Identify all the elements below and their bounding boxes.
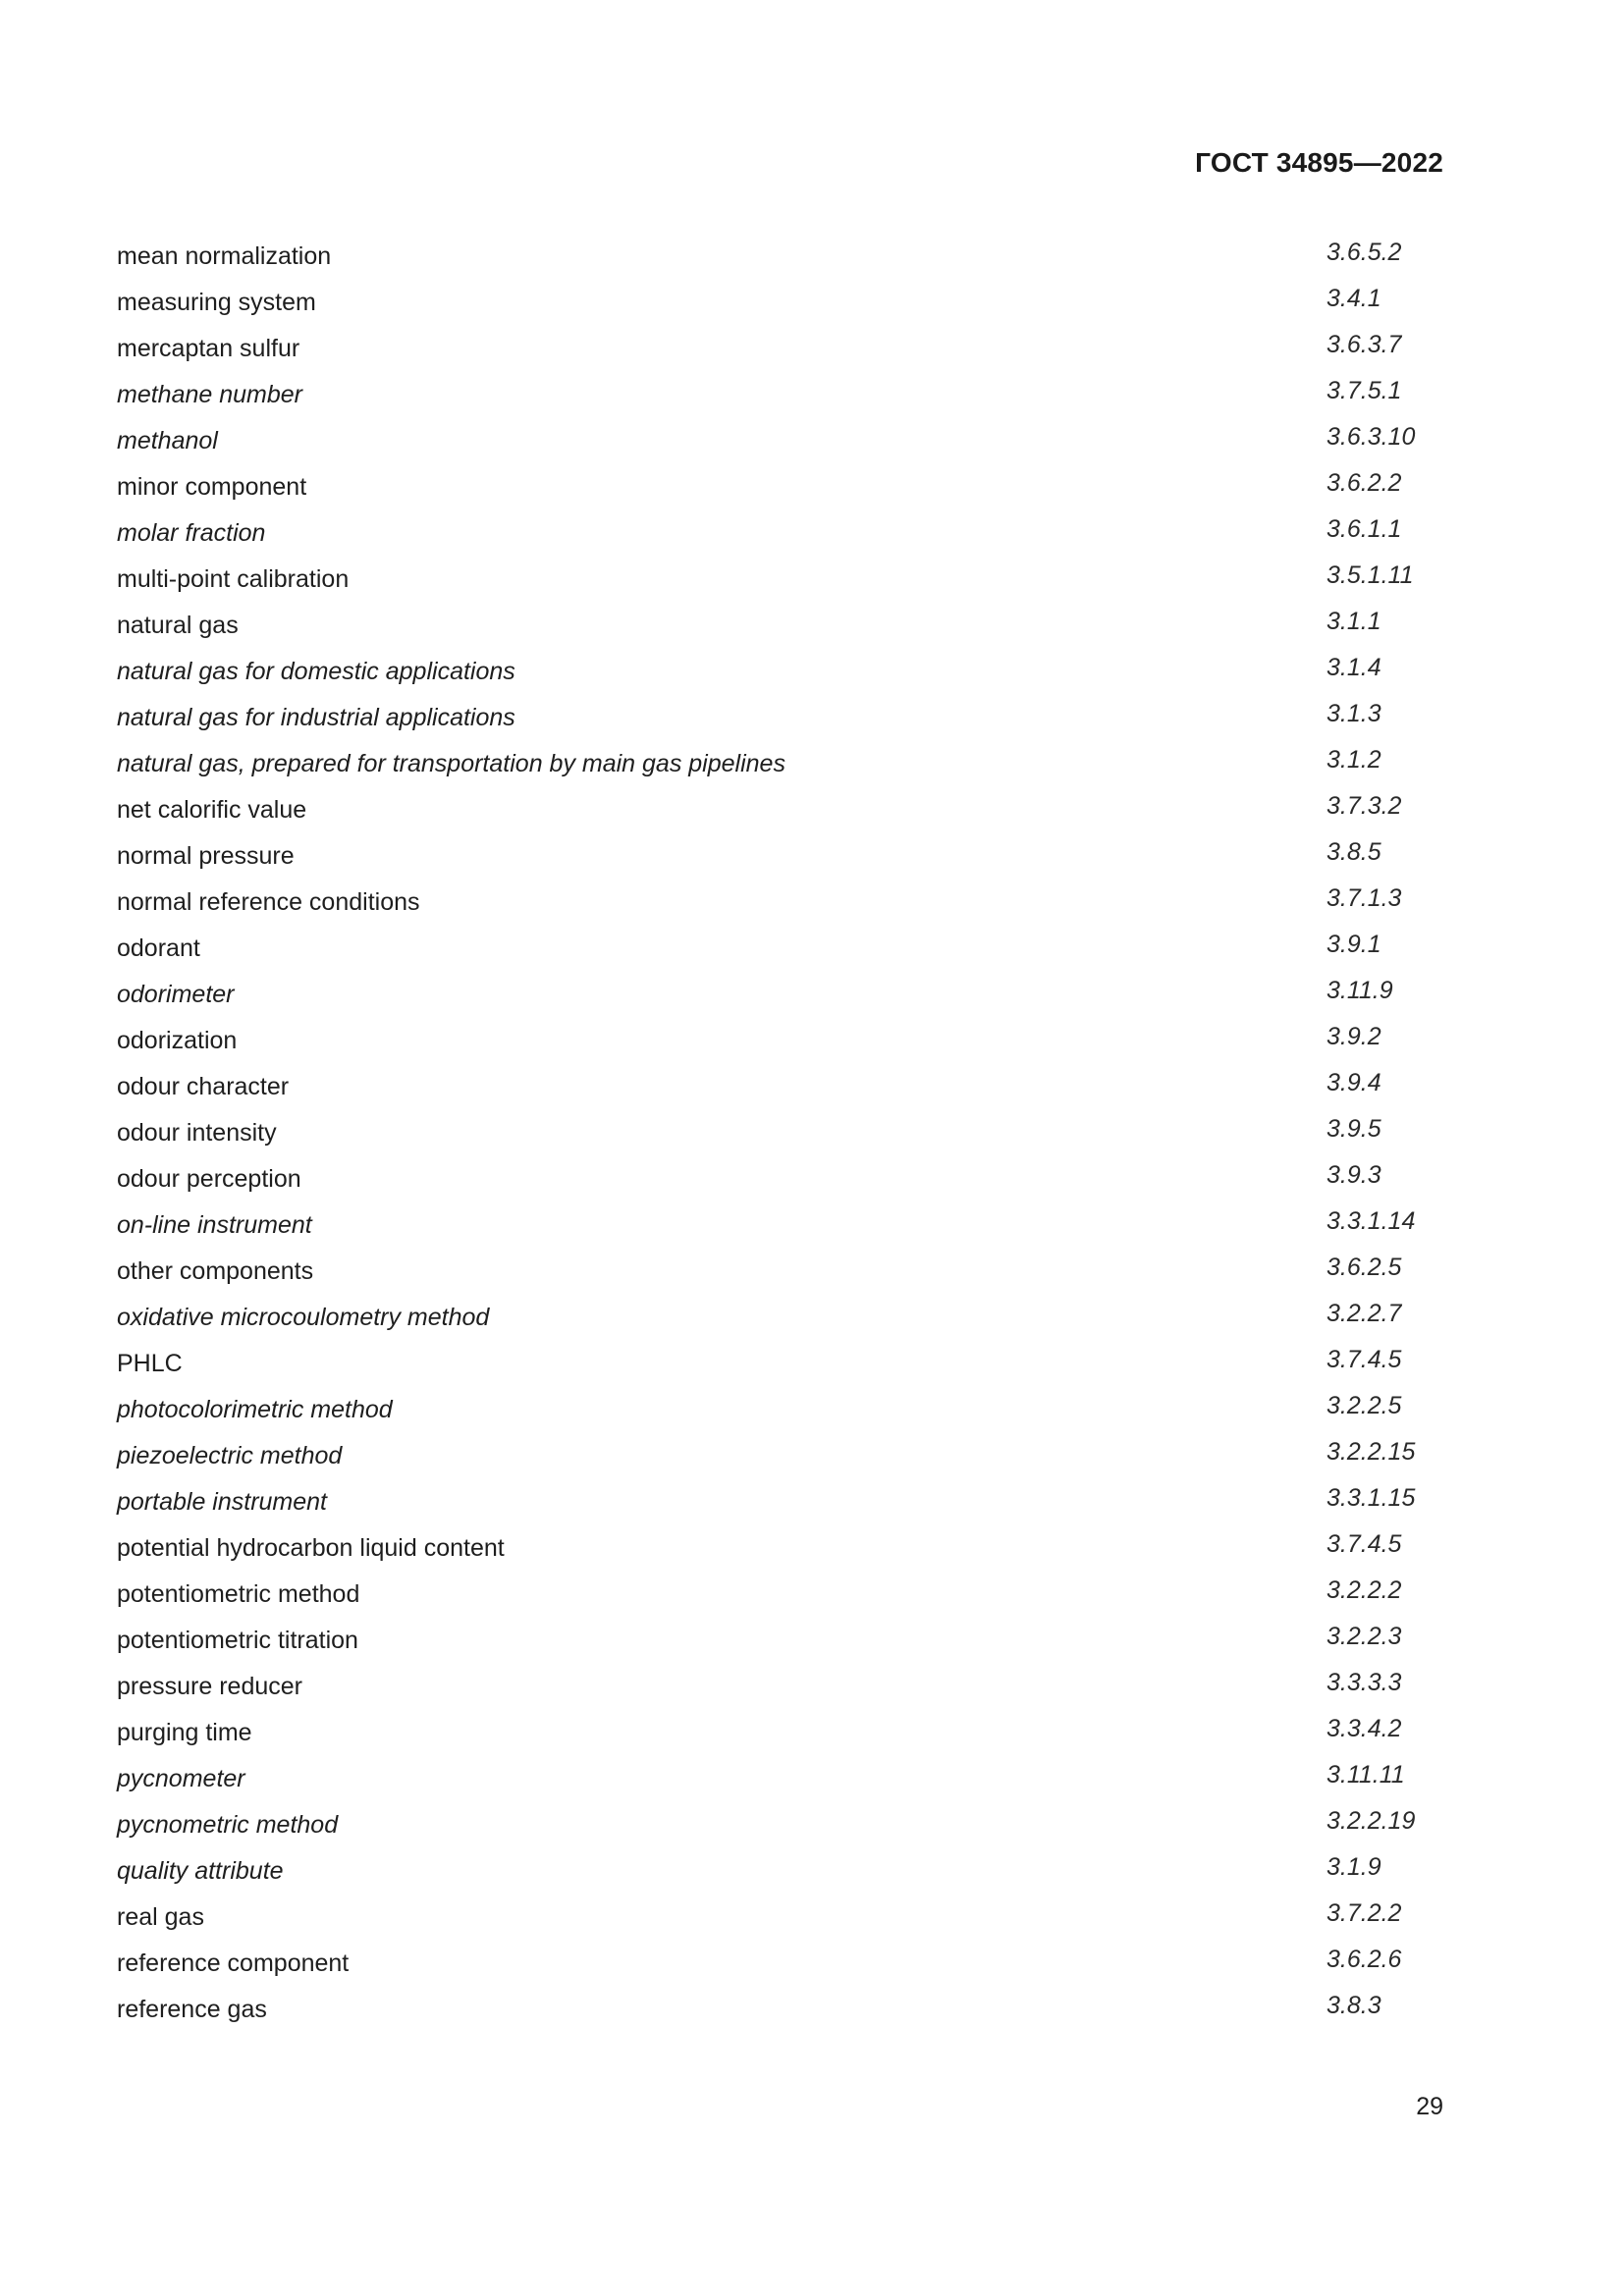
index-entry xyxy=(117,1710,1433,1756)
index-entry xyxy=(117,1618,1433,1664)
index-reference: 3.6.3.10 xyxy=(1326,423,1416,451)
index-entry xyxy=(117,1987,1433,2033)
index-term: molar fraction xyxy=(117,519,266,547)
index-term: natural gas, prepared for transportation by main gas pipelines xyxy=(117,750,785,777)
index-reference: 3.2.2.2 xyxy=(1326,1576,1402,1604)
index-reference: 3.6.2.5 xyxy=(1326,1254,1402,1281)
index-term: other components xyxy=(117,1257,314,1285)
term-index-list xyxy=(117,234,1433,2033)
index-reference: 3.8.3 xyxy=(1326,1992,1381,2019)
index-reference: 3.7.2.2 xyxy=(1326,1899,1402,1927)
index-entry xyxy=(117,1756,1433,1802)
index-reference: 3.9.1 xyxy=(1326,931,1381,958)
index-entry xyxy=(117,1110,1433,1156)
index-reference: 3.9.2 xyxy=(1326,1023,1381,1050)
index-term: mercaptan sulfur xyxy=(117,335,300,362)
index-term: reference component xyxy=(117,1949,350,1977)
index-term: odorimeter xyxy=(117,981,235,1008)
index-entry xyxy=(117,1018,1433,1064)
index-term: net calorific value xyxy=(117,796,307,824)
index-entry xyxy=(117,1387,1433,1433)
index-entry xyxy=(117,787,1433,833)
index-entry xyxy=(117,972,1433,1018)
index-term: pycnometer xyxy=(117,1765,245,1792)
index-reference: 3.6.2.2 xyxy=(1326,469,1402,497)
index-reference: 3.5.1.11 xyxy=(1326,561,1414,589)
index-term: methanol xyxy=(117,427,218,454)
index-term: mean normalization xyxy=(117,242,332,270)
index-entry xyxy=(117,557,1433,603)
index-term: methane number xyxy=(117,381,303,408)
index-reference: 3.7.5.1 xyxy=(1326,377,1402,404)
index-reference: 3.2.2.5 xyxy=(1326,1392,1402,1419)
index-reference: 3.6.2.6 xyxy=(1326,1946,1402,1973)
index-entry xyxy=(117,1295,1433,1341)
index-term: odour perception xyxy=(117,1165,301,1193)
index-entry xyxy=(117,1479,1433,1525)
index-term: portable instrument xyxy=(117,1488,328,1516)
index-entry xyxy=(117,926,1433,972)
index-entry xyxy=(117,833,1433,880)
index-entry xyxy=(117,880,1433,926)
index-reference: 3.1.1 xyxy=(1326,608,1381,635)
index-term: oxidative microcoulometry method xyxy=(117,1304,490,1331)
index-entry xyxy=(117,1941,1433,1987)
index-term: photocolorimetric method xyxy=(117,1396,393,1423)
index-reference: 3.2.2.15 xyxy=(1326,1438,1416,1466)
index-term: odour character xyxy=(117,1073,290,1100)
index-term: natural gas for domestic applications xyxy=(117,658,515,685)
index-reference: 3.2.2.19 xyxy=(1326,1807,1416,1835)
index-entry xyxy=(117,280,1433,326)
index-reference: 3.6.3.7 xyxy=(1326,331,1402,358)
index-term: piezoelectric method xyxy=(117,1442,343,1469)
index-reference: 3.1.4 xyxy=(1326,654,1381,681)
index-reference: 3.7.4.5 xyxy=(1326,1530,1402,1558)
index-reference: 3.8.5 xyxy=(1326,838,1381,866)
index-term: odour intensity xyxy=(117,1119,277,1147)
index-term: quality attribute xyxy=(117,1857,284,1885)
index-entry xyxy=(117,1433,1433,1479)
index-term: natural gas xyxy=(117,612,239,639)
index-entry xyxy=(117,1156,1433,1202)
index-reference: 3.9.3 xyxy=(1326,1161,1381,1189)
index-entry xyxy=(117,1572,1433,1618)
index-term: minor component xyxy=(117,473,307,501)
index-reference: 3.3.1.15 xyxy=(1326,1484,1416,1512)
index-entry xyxy=(117,649,1433,695)
index-reference: 3.1.3 xyxy=(1326,700,1381,727)
index-reference: 3.9.4 xyxy=(1326,1069,1381,1096)
index-entry xyxy=(117,1202,1433,1249)
index-reference: 3.11.9 xyxy=(1326,977,1393,1004)
index-entry xyxy=(117,1802,1433,1848)
index-entry xyxy=(117,603,1433,649)
index-term: potential hydrocarbon liquid content xyxy=(117,1534,505,1562)
index-entry xyxy=(117,372,1433,418)
index-term: potentiometric method xyxy=(117,1580,360,1608)
index-term: potentiometric titration xyxy=(117,1627,358,1654)
index-reference: 3.6.5.2 xyxy=(1326,239,1402,266)
index-entry xyxy=(117,418,1433,464)
index-term: pressure reducer xyxy=(117,1673,302,1700)
index-reference: 3.7.3.2 xyxy=(1326,792,1402,820)
index-term: PHLC xyxy=(117,1350,183,1377)
index-reference: 3.6.1.1 xyxy=(1326,515,1402,543)
index-entry xyxy=(117,234,1433,280)
index-term: normal pressure xyxy=(117,842,295,870)
index-reference: 3.2.2.7 xyxy=(1326,1300,1402,1327)
index-reference: 3.7.4.5 xyxy=(1326,1346,1402,1373)
index-reference: 3.1.9 xyxy=(1326,1853,1381,1881)
index-reference: 3.1.2 xyxy=(1326,746,1381,774)
index-reference: 3.3.4.2 xyxy=(1326,1715,1402,1742)
index-reference: 3.7.1.3 xyxy=(1326,884,1402,912)
index-reference: 3.2.2.3 xyxy=(1326,1623,1402,1650)
index-term: normal reference conditions xyxy=(117,888,420,916)
index-entry xyxy=(117,695,1433,741)
index-term: odorization xyxy=(117,1027,238,1054)
index-entry xyxy=(117,1249,1433,1295)
index-term: natural gas for industrial applications xyxy=(117,704,515,731)
index-entry xyxy=(117,464,1433,510)
index-reference: 3.3.1.14 xyxy=(1326,1207,1416,1235)
index-term: multi-point calibration xyxy=(117,565,350,593)
index-entry xyxy=(117,1525,1433,1572)
document-code: ГОСТ 34895—2022 xyxy=(1195,147,1443,178)
index-term: purging time xyxy=(117,1719,252,1746)
index-reference: 3.9.5 xyxy=(1326,1115,1381,1143)
index-entry xyxy=(117,1341,1433,1387)
index-reference: 3.11.11 xyxy=(1326,1761,1405,1789)
index-term: measuring system xyxy=(117,289,316,316)
index-entry xyxy=(117,1064,1433,1110)
index-term: odorant xyxy=(117,934,200,962)
index-entry xyxy=(117,510,1433,557)
index-term: real gas xyxy=(117,1903,204,1931)
index-entry xyxy=(117,1664,1433,1710)
index-reference: 3.4.1 xyxy=(1326,285,1381,312)
index-entry xyxy=(117,1848,1433,1895)
index-reference: 3.3.3.3 xyxy=(1326,1669,1402,1696)
index-term: reference gas xyxy=(117,1996,267,2023)
index-entry xyxy=(117,741,1433,787)
index-term: pycnometric method xyxy=(117,1811,339,1839)
index-entry xyxy=(117,1895,1433,1941)
page-number: 29 xyxy=(1416,2093,1443,2120)
index-term: on-line instrument xyxy=(117,1211,312,1239)
index-entry xyxy=(117,326,1433,372)
